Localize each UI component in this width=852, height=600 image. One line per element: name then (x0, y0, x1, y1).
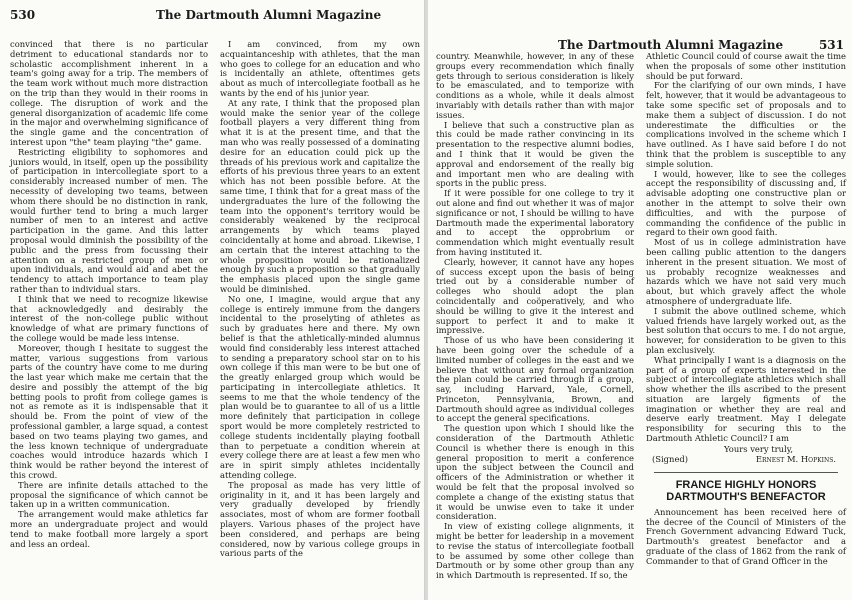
signer-name: Ernest M. Hopkins. (755, 453, 836, 464)
left-page (0, 0, 425, 600)
paragraph: Most of us in college administration have been calling public attention to the dangers inherent in the present situation. We most of us probably recognize weaknesses and hazards which we have not said very much about, but which gravely affect the whole atmosphere of undergraduate life. (646, 237, 846, 306)
paragraph: No one, I imagine, would argue that any college is entirely immune from the dangers incidental to the proselyting of athletes as such by graduates here and there. My own belief is that the athletically-minded alumnus would find considerably less interest attached to sending a preparatory school star on to his own college if this man were to be but one of the greatly enlarged group which would be participating in intercollegiate athletics. It seems to me that the whole tendency of the plan would be to guarantee to all of us a little more definitely that participation in college sport would be more completely restricted to college students incidentally playing football than to perpetuate a condition wherein at every college there are at least a few men who are in spirit simply athletes incidentally attending college. (220, 293, 420, 481)
paragraph: Announcement has been received here of the decree of the Council of Ministers of the French Government advancing Edward Tuck, Dartmouth's greatest benefactor and a graduate of the class of 1862 from the rank of Commander to that of Grand Officer in the (646, 506, 846, 566)
paragraph: I am convinced, from my own acquaintanceship with athletes, that the man who goes to college for an education and who is incidentally an athlete, oftentimes gets about as much of intercollegiate football as he wants by the end of his junior year. (220, 39, 420, 98)
left-running-head: The Dartmouth Alumni Magazine (156, 8, 382, 22)
paragraph: I submit the above outlined scheme, which valued friends have largely worked out, as the best solution that occurs to me. I do not argue, however, for consideration to be given to this plan exclusively. (646, 305, 846, 355)
section-divider (654, 472, 838, 473)
paragraph: The arrangement would make athletics far more an undergraduate project and would tend to make football more largely a sport and less an ordeal. (10, 509, 208, 549)
signature-line (646, 454, 846, 464)
paragraph: Restricting eligibility to sophomores and juniors would, in itself, open up the possibility of participation in intercollegiate sport to a considerably increased number of men. The necessity of developing two teams, between whom there should be no distinction in rank, would further tend to bring a much larger number of men to an interest and active participation in the game. And this latter proposal would diminish the possibility of the public and the press from focussing their attention on a restricted group of men or upon individuals, and would aid and abet the tendency to attach importance to team play rather than to individual stars. (10, 146, 208, 294)
paragraph: The question upon which I should like the consideration of the Dartmouth Athletic Council is whether there is enough in this general proposition to merit a conference upon the subject between the Council and officers of the Administration or whether it would be felt that the proposal involved so complete a change of the existing status that it would be unwise even to take it under consideration. (436, 423, 634, 522)
news-title-line-1: FRANCE HIGHLY HONORS (675, 478, 817, 491)
right-column-2 (646, 52, 846, 567)
right-column-1 (436, 52, 634, 581)
paragraph: Athletic Council could of course await the time when the proposals of some other institution should be put forward. (646, 51, 846, 81)
paragraph: country. Meanwhile, however, in any of these groups every recommendation which finally gets through to serious consideration is likely to be emasculated, and to temporize with conditions as a whole, while it deals almost invariably with details rather than with major issues. (436, 51, 634, 120)
news-body (646, 508, 846, 567)
paragraph: convinced that there is no particular detriment to educational standards nor to scholastic accomplishment inherent in a team's going away for a trip. The members of the team work without much more distraction on the trip than they would in their rooms in college. The disruption of work and the general disorganization of academic life come in the major and overwhelming significance of the single game and the concentration of interest upon "the" team playing "the" game. (10, 39, 208, 147)
news-title (646, 479, 846, 503)
paragraph: I would, however, like to see the colleges accept the responsibility of discussing and, if advisable adopting one constructive plan or another in the attempt to solve their own difficulties, and with the purpose of commanding the confidence of the public in regard to their own good faith. (646, 168, 846, 238)
signed-label: (Signed) (652, 453, 689, 464)
paragraph: Clearly, however, it cannot have any hopes of success except upon the basis of being tried out by a considerable number of colleges who should adopt the plan coincidentally and coöperatively, and who should be willing to give it the interest and support to perfect it and to make it impressive. (436, 256, 634, 336)
paragraph: For the clarifying of our own minds, I have felt, however, that it would be advantageous to take some specific set of proposals and to make them a subject of discussion. I do not underestimate the difficulties or the complications involved in the scheme which I have outlined. As I have said before I do not think that the problem is susceptible to any simple solution. (646, 80, 846, 169)
paragraph: Those of us who have been considering it have been going over the schedule of a limited number of colleges in the east and we believe that without any formal organization the plan could be carried through if a group, say, including Harvard, Yale, Cornell, Princeton, Pennsylvania, Brown, and Dartmouth should agree as individual colleges to accept the general specifications. (436, 335, 634, 424)
right-page (428, 0, 852, 600)
paragraph: I think that we need to recognize likewise that acknowledgedly and desirably the interest of the non-college public without knowledge of what are primary functions of the college would be made less intense. (10, 293, 208, 343)
closing-phrase: Yours very truly, (724, 443, 794, 454)
left-page-number: 530 (10, 8, 36, 22)
right-page-number: 531 (818, 38, 844, 52)
paragraph: Moreover, though I hesitate to suggest the matter, various suggestions from various parts of the country have come to me during the last year which make me certain that the desire and possibly the attempt of the big betting pools to profit from college games is not as remote as it is indispensable that it should be. From the point of view of the professional gambler, a large squad, a contest based on two teams playing two games, and the less known technique of undergraduate coaches would introduce hazards which I think would be rather beyond the interest of this crowd. (10, 342, 208, 481)
paragraph: If it were possible for one college to try it out alone and find out whether it was of major significance or not, I should be willing to have Dartmouth made the experimental laboratory and to accept the opprobrium or commendation which might eventually result from having instituted it. (436, 188, 634, 257)
right-running-head: The Dartmouth Alumni Magazine (558, 38, 784, 52)
news-title-line-2: DARTMOUTH'S BENEFACTOR (666, 490, 826, 503)
paragraph: At any rate, I think that the proposed plan would make the senior year of the college football players a very different thing from what it is at the present time, and that the man who was really possessed of a dominating desire for an education could pick up the threads of his previous work and capitalize the efforts of his previous three years to an extent which has not been possible before. At the same time, I think that for a great mass of the undergraduates the lure of the following the team into the opponent's territory would be considerably weakened by the reciprocal arrangements by which teams played coincidentally at home and abroad. Likewise, I am certain that the interest attaching to the whole proposition would be rationalized enough by such a proposition so that gradually the emphasis placed upon the single game would be diminished. (220, 97, 420, 294)
paragraph: In view of existing college alignments, it might be better for leadership in a movement to revise the status of intercollegiate football to be assumed by some other college than Dartmouth or by some other group than any in which Dartmouth is represented. If so, the (436, 521, 634, 581)
letter-closing (646, 444, 846, 464)
paragraph: The proposal as made has very little of originality in it, and it has been largely and very gradually developed by friendly associates, most of whom are former football players. Various phases of the project have been considered, and perhaps are being considered, now by various college groups in various parts of the (220, 479, 420, 559)
paragraph: What principally I want is a diagnosis on the part of a group of experts interested in the subject of intercollegiate athletics which shall show whether the ills ascribed to the present situation are largely figments of the imagination or whether they are real and deserve early treatment. May I delegate responsibility for securing this to the Dartmouth Athletic Council? I am (646, 354, 846, 444)
paragraph: I believe that such a constructive plan as this could be made rather convincing in its presentation to the respective alumni bodies, and I think that it would be given the approval and endorsement of the really big and important men who are dealing with sports in the public press. (436, 119, 634, 189)
left-column-1 (10, 40, 208, 549)
left-column-2 (220, 40, 420, 559)
paragraph: There are infinite details attached to the proposal the significance of which cannot be taken up in a written communication. (10, 479, 208, 510)
